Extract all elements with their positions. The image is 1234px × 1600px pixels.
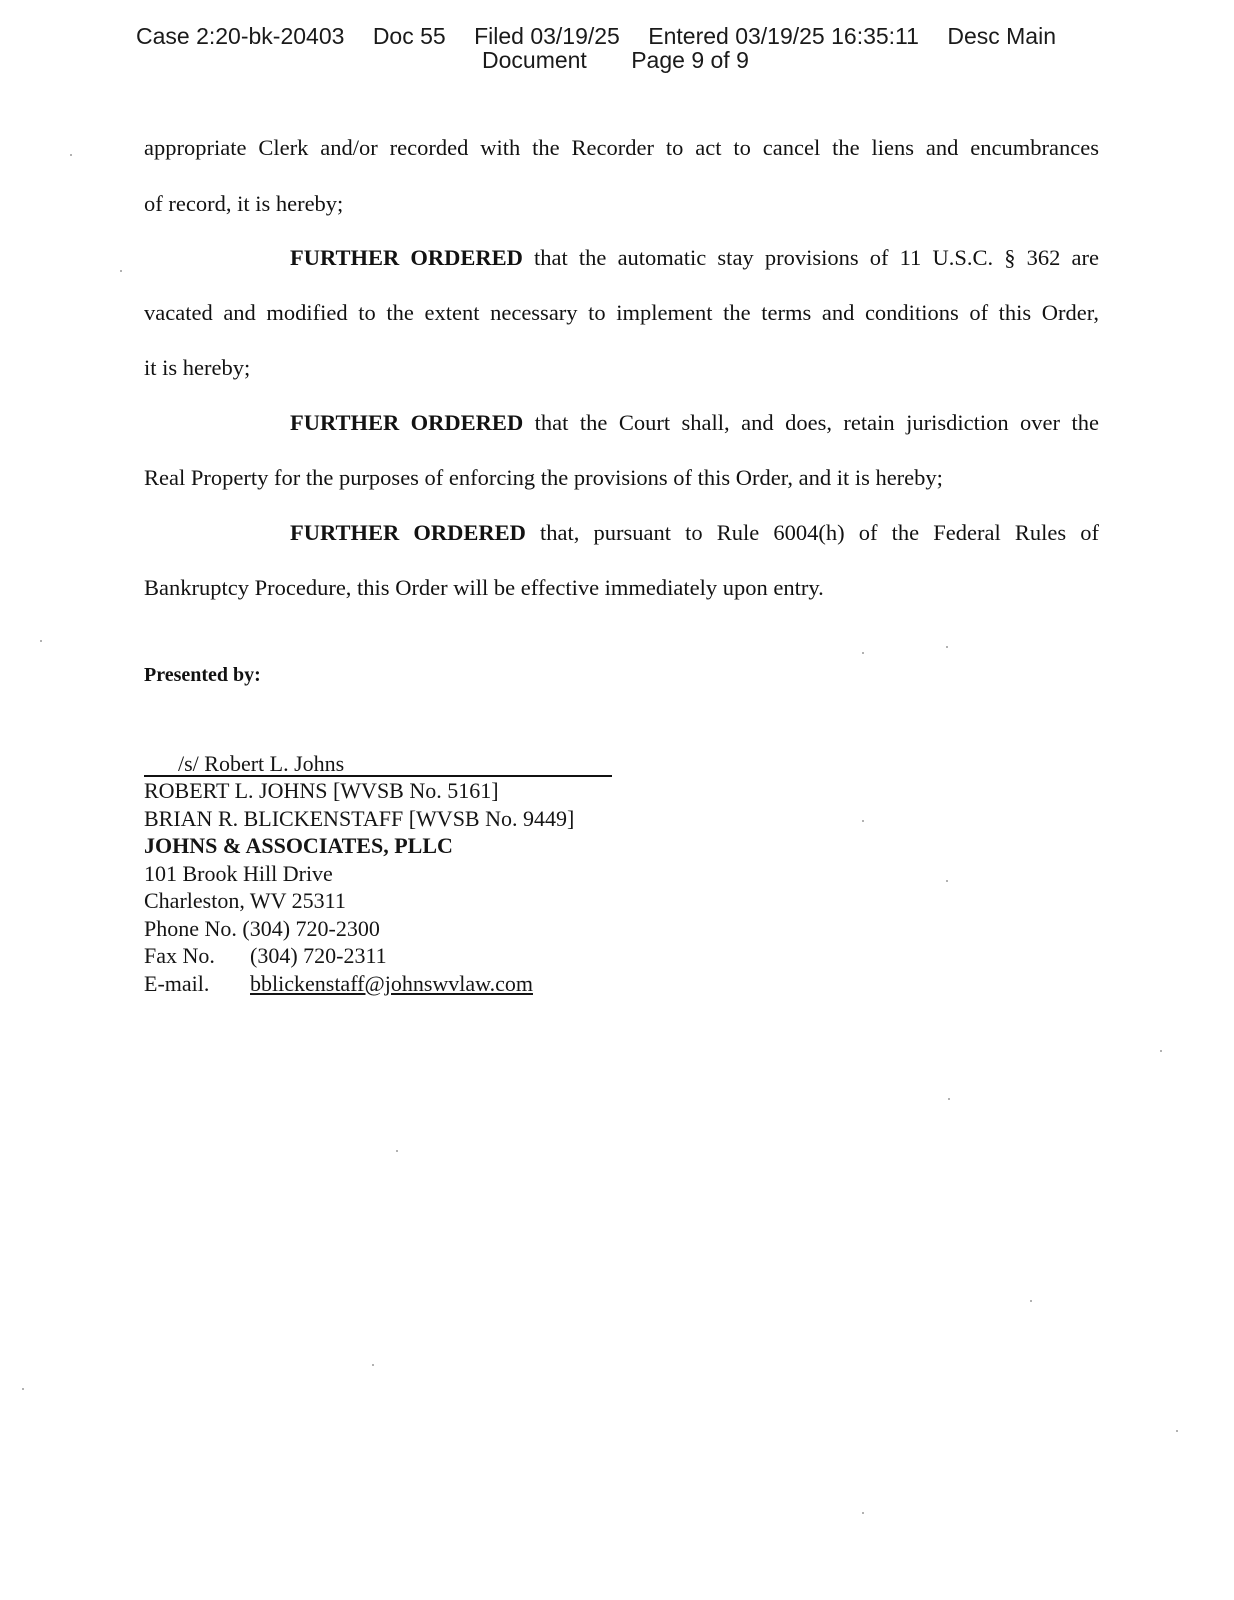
scan-speck (70, 154, 72, 156)
body-line: appropriate Clerk and/or recorded with the Recorder to act to cancel the liens and encumbrances (144, 135, 1099, 160)
email-link[interactable]: bblickenstaff@johnswvlaw.com (250, 970, 533, 996)
firm-name: JOHNS & ASSOCIATES, PLLC (144, 833, 453, 858)
presented-by-label: Presented by: (144, 664, 261, 686)
scan-speck (862, 652, 864, 654)
scan-speck (946, 646, 948, 648)
body-text-span: that the Court shall, and does, retain jurisdiction over the (523, 410, 1099, 435)
further-ordered-heading: FURTHER ORDERED (290, 520, 526, 545)
attorney-name: BRIAN R. BLICKENSTAFF [WVSB No. 9449] (144, 805, 575, 831)
body-line (290, 245, 1099, 271)
case-number: Case 2:20-bk-20403 (136, 23, 345, 49)
scan-speck (1030, 1300, 1032, 1302)
fax-row (144, 942, 612, 970)
filed-date: Filed 03/19/25 (474, 23, 620, 49)
address-line: Charleston, WV 25311 (144, 888, 346, 913)
scan-speck (862, 1512, 864, 1514)
page-number: Page 9 of 9 (631, 47, 749, 73)
fax-label: Fax No. (144, 943, 215, 968)
email-label: E-mail. (144, 970, 210, 996)
body-line: it is hereby; (144, 355, 251, 380)
scan-speck (862, 820, 864, 822)
body-line: vacated and modified to the extent necessary to implement the terms and conditions of this Order, (144, 300, 1099, 325)
entered-date: Entered 03/19/25 16:35:11 (648, 23, 919, 49)
scan-speck (396, 1150, 398, 1152)
further-ordered-heading: FURTHER ORDERED (290, 410, 524, 435)
scan-speck (372, 1364, 374, 1366)
scan-speck (40, 640, 42, 642)
doc-number: Doc 55 (372, 23, 446, 49)
address-line: 101 Brook Hill Drive (144, 860, 333, 886)
header-line-2 (482, 46, 749, 74)
scan-speck (120, 270, 122, 272)
signature-line: /s/ Robert L. Johns (144, 750, 612, 777)
body-line (290, 520, 1099, 546)
email-row (144, 970, 612, 998)
body-text-span: that the automatic stay provisions of 11 U.S.C. § 362 are (522, 245, 1099, 270)
body-line: Bankruptcy Procedure, this Order will be effective immediately upon entry. (144, 575, 824, 600)
body-line: Real Property for the purposes of enforcing the provisions of this Order, and it is hereby; (144, 465, 943, 490)
scan-speck (1160, 1050, 1162, 1052)
phone-number: Phone No. (304) 720-2300 (144, 915, 380, 941)
body-text-span: that, pursuant to Rule 6004(h) of the Federal Rules of (525, 520, 1099, 545)
scan-speck (22, 1388, 24, 1390)
attorney-name: ROBERT L. JOHNS [WVSB No. 5161] (144, 778, 499, 803)
desc-main: Desc Main (947, 23, 1056, 49)
fax-number: (304) 720-2311 (250, 943, 387, 968)
scan-speck (946, 880, 948, 882)
signature-block (144, 750, 612, 997)
body-line: of record, it is hereby; (144, 191, 344, 216)
further-ordered-heading: FURTHER ORDERED (290, 245, 523, 270)
document-label: Document (482, 47, 587, 73)
scan-speck (1176, 1430, 1178, 1432)
body-line (290, 410, 1099, 436)
scan-speck (948, 1098, 950, 1100)
